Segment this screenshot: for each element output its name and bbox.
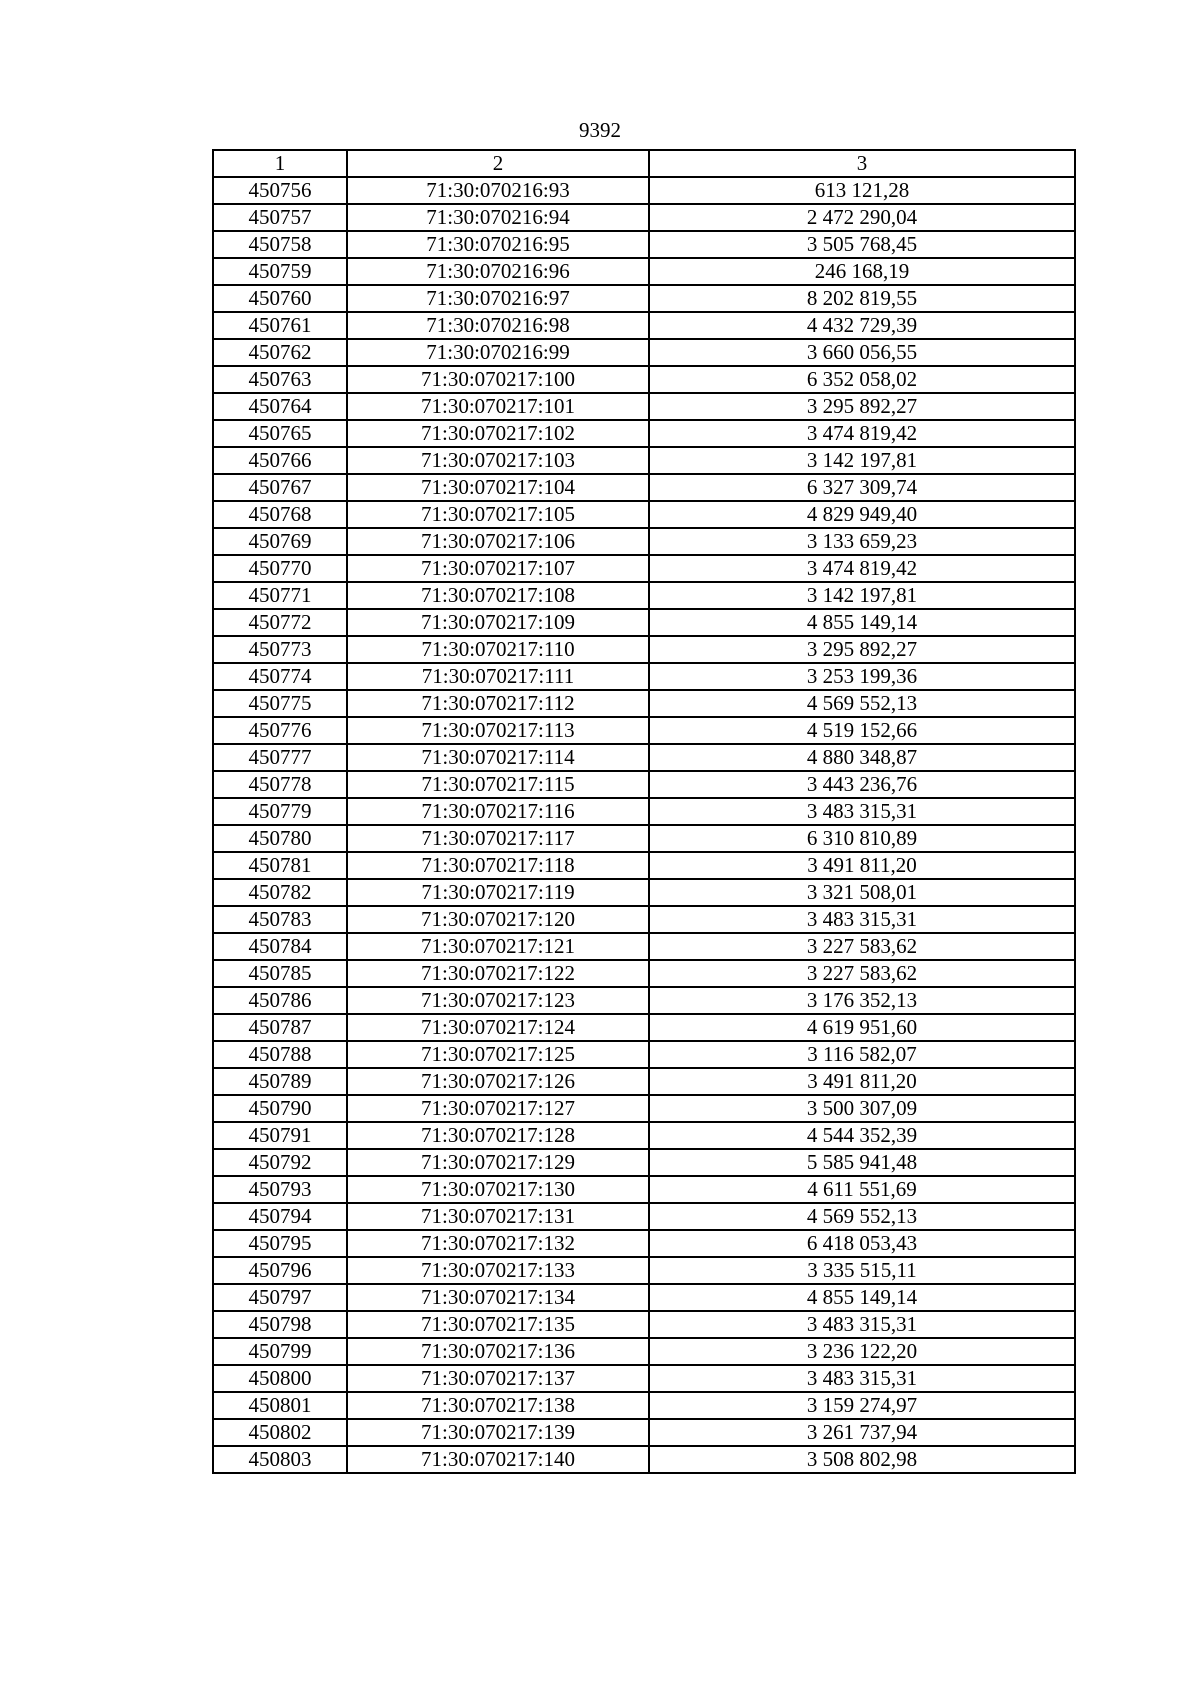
cadastral-number-cell: 71:30:070216:96	[347, 258, 649, 285]
value-cell: 3 295 892,27	[649, 636, 1075, 663]
cadastral-number-cell: 71:30:070217:135	[347, 1311, 649, 1338]
cadastral-number-cell: 71:30:070217:121	[347, 933, 649, 960]
value-cell: 4 544 352,39	[649, 1122, 1075, 1149]
value-cell: 4 855 149,14	[649, 1284, 1075, 1311]
data-table	[212, 149, 1076, 1474]
cadastral-number-cell: 71:30:070216:99	[347, 339, 649, 366]
cadastral-number-cell: 71:30:070216:95	[347, 231, 649, 258]
value-cell: 5 585 941,48	[649, 1149, 1075, 1176]
row-number-cell: 450785	[213, 960, 347, 987]
value-cell: 6 310 810,89	[649, 825, 1075, 852]
row-number-cell: 450773	[213, 636, 347, 663]
cadastral-number-cell: 71:30:070217:136	[347, 1338, 649, 1365]
cadastral-number-cell: 71:30:070217:107	[347, 555, 649, 582]
table-row	[213, 1041, 1075, 1068]
value-cell: 3 227 583,62	[649, 960, 1075, 987]
row-number-cell: 450778	[213, 771, 347, 798]
value-cell: 4 569 552,13	[649, 1203, 1075, 1230]
column-header-3: 3	[649, 150, 1075, 177]
table-row	[213, 1095, 1075, 1122]
table-row	[213, 609, 1075, 636]
cadastral-number-cell: 71:30:070217:101	[347, 393, 649, 420]
cadastral-number-cell: 71:30:070217:131	[347, 1203, 649, 1230]
value-cell: 4 880 348,87	[649, 744, 1075, 771]
table-row	[213, 690, 1075, 717]
cadastral-number-cell: 71:30:070217:133	[347, 1257, 649, 1284]
value-cell: 3 483 315,31	[649, 798, 1075, 825]
row-number-cell: 450789	[213, 1068, 347, 1095]
value-cell: 3 261 737,94	[649, 1419, 1075, 1446]
table-row	[213, 177, 1075, 204]
cadastral-number-cell: 71:30:070217:120	[347, 906, 649, 933]
row-number-cell: 450797	[213, 1284, 347, 1311]
table-body	[213, 177, 1075, 1473]
row-number-cell: 450792	[213, 1149, 347, 1176]
table-row	[213, 1068, 1075, 1095]
cadastral-number-cell: 71:30:070216:93	[347, 177, 649, 204]
value-cell: 8 202 819,55	[649, 285, 1075, 312]
value-cell: 4 619 951,60	[649, 1014, 1075, 1041]
cadastral-number-cell: 71:30:070217:140	[347, 1446, 649, 1473]
row-number-cell: 450788	[213, 1041, 347, 1068]
value-cell: 246 168,19	[649, 258, 1075, 285]
row-number-cell: 450761	[213, 312, 347, 339]
table-row	[213, 1203, 1075, 1230]
row-number-cell: 450756	[213, 177, 347, 204]
cadastral-number-cell: 71:30:070217:117	[347, 825, 649, 852]
table-row	[213, 879, 1075, 906]
row-number-cell: 450758	[213, 231, 347, 258]
table-row	[213, 771, 1075, 798]
table-row	[213, 393, 1075, 420]
row-number-cell: 450763	[213, 366, 347, 393]
value-cell: 4 519 152,66	[649, 717, 1075, 744]
column-header-1: 1	[213, 150, 347, 177]
table-row	[213, 366, 1075, 393]
cadastral-number-cell: 71:30:070216:94	[347, 204, 649, 231]
row-number-cell: 450798	[213, 1311, 347, 1338]
cadastral-number-cell: 71:30:070217:130	[347, 1176, 649, 1203]
row-number-cell: 450767	[213, 474, 347, 501]
value-cell: 3 227 583,62	[649, 933, 1075, 960]
cadastral-number-cell: 71:30:070217:134	[347, 1284, 649, 1311]
cadastral-number-cell: 71:30:070217:118	[347, 852, 649, 879]
value-cell: 4 569 552,13	[649, 690, 1075, 717]
row-number-cell: 450759	[213, 258, 347, 285]
value-cell: 3 474 819,42	[649, 555, 1075, 582]
value-cell: 3 443 236,76	[649, 771, 1075, 798]
row-number-cell: 450768	[213, 501, 347, 528]
row-number-cell: 450786	[213, 987, 347, 1014]
value-cell: 4 432 729,39	[649, 312, 1075, 339]
table-row	[213, 339, 1075, 366]
table-row	[213, 1311, 1075, 1338]
value-cell: 3 483 315,31	[649, 1311, 1075, 1338]
value-cell: 3 483 315,31	[649, 906, 1075, 933]
value-cell: 3 236 122,20	[649, 1338, 1075, 1365]
table-row	[213, 933, 1075, 960]
page-number: 9392	[579, 118, 621, 142]
table-row	[213, 420, 1075, 447]
cadastral-number-cell: 71:30:070216:97	[347, 285, 649, 312]
table-row	[213, 1149, 1075, 1176]
row-number-cell: 450795	[213, 1230, 347, 1257]
cadastral-number-cell: 71:30:070217:109	[347, 609, 649, 636]
value-cell: 3 474 819,42	[649, 420, 1075, 447]
value-cell: 3 253 199,36	[649, 663, 1075, 690]
table-row	[213, 1230, 1075, 1257]
row-number-cell: 450796	[213, 1257, 347, 1284]
cadastral-number-cell: 71:30:070217:105	[347, 501, 649, 528]
cadastral-number-cell: 71:30:070217:116	[347, 798, 649, 825]
cadastral-number-cell: 71:30:070217:102	[347, 420, 649, 447]
value-cell: 3 505 768,45	[649, 231, 1075, 258]
value-cell: 6 352 058,02	[649, 366, 1075, 393]
value-cell: 3 176 352,13	[649, 987, 1075, 1014]
table-row	[213, 555, 1075, 582]
value-cell: 3 142 197,81	[649, 582, 1075, 609]
table-row	[213, 1338, 1075, 1365]
cadastral-number-cell: 71:30:070217:139	[347, 1419, 649, 1446]
row-number-cell: 450774	[213, 663, 347, 690]
cadastral-number-cell: 71:30:070216:98	[347, 312, 649, 339]
table-row	[213, 717, 1075, 744]
row-number-cell: 450760	[213, 285, 347, 312]
row-number-cell: 450764	[213, 393, 347, 420]
row-number-cell: 450794	[213, 1203, 347, 1230]
value-cell: 3 508 802,98	[649, 1446, 1075, 1473]
table-row	[213, 1392, 1075, 1419]
value-cell: 3 133 659,23	[649, 528, 1075, 555]
table-header-row	[213, 150, 1075, 177]
value-cell: 4 611 551,69	[649, 1176, 1075, 1203]
table-row	[213, 474, 1075, 501]
cadastral-number-cell: 71:30:070217:138	[347, 1392, 649, 1419]
row-number-cell: 450784	[213, 933, 347, 960]
value-cell: 3 660 056,55	[649, 339, 1075, 366]
row-number-cell: 450783	[213, 906, 347, 933]
row-number-cell: 450802	[213, 1419, 347, 1446]
cadastral-number-cell: 71:30:070217:123	[347, 987, 649, 1014]
table-row	[213, 1284, 1075, 1311]
value-cell: 3 321 508,01	[649, 879, 1075, 906]
cadastral-number-cell: 71:30:070217:122	[347, 960, 649, 987]
value-cell: 3 500 307,09	[649, 1095, 1075, 1122]
value-cell: 2 472 290,04	[649, 204, 1075, 231]
row-number-cell: 450776	[213, 717, 347, 744]
value-cell: 3 491 811,20	[649, 852, 1075, 879]
value-cell: 3 295 892,27	[649, 393, 1075, 420]
value-cell: 3 142 197,81	[649, 447, 1075, 474]
row-number-cell: 450777	[213, 744, 347, 771]
cadastral-number-cell: 71:30:070217:103	[347, 447, 649, 474]
value-cell: 6 327 309,74	[649, 474, 1075, 501]
cadastral-number-cell: 71:30:070217:126	[347, 1068, 649, 1095]
row-number-cell: 450781	[213, 852, 347, 879]
row-number-cell: 450803	[213, 1446, 347, 1473]
table-row	[213, 501, 1075, 528]
cadastral-number-cell: 71:30:070217:115	[347, 771, 649, 798]
table-row	[213, 852, 1075, 879]
row-number-cell: 450800	[213, 1365, 347, 1392]
row-number-cell: 450757	[213, 204, 347, 231]
table-row	[213, 636, 1075, 663]
row-number-cell: 450762	[213, 339, 347, 366]
row-number-cell: 450779	[213, 798, 347, 825]
cadastral-number-cell: 71:30:070217:108	[347, 582, 649, 609]
column-header-2: 2	[347, 150, 649, 177]
table-row	[213, 285, 1075, 312]
cadastral-number-cell: 71:30:070217:124	[347, 1014, 649, 1041]
value-cell: 6 418 053,43	[649, 1230, 1075, 1257]
table-row	[213, 1446, 1075, 1473]
cadastral-number-cell: 71:30:070217:132	[347, 1230, 649, 1257]
row-number-cell: 450790	[213, 1095, 347, 1122]
table-row	[213, 1176, 1075, 1203]
row-number-cell: 450770	[213, 555, 347, 582]
row-number-cell: 450775	[213, 690, 347, 717]
value-cell: 4 855 149,14	[649, 609, 1075, 636]
cadastral-number-cell: 71:30:070217:125	[347, 1041, 649, 1068]
table-row	[213, 825, 1075, 852]
row-number-cell: 450791	[213, 1122, 347, 1149]
cadastral-number-cell: 71:30:070217:104	[347, 474, 649, 501]
cadastral-number-cell: 71:30:070217:114	[347, 744, 649, 771]
cadastral-number-cell: 71:30:070217:112	[347, 690, 649, 717]
value-cell: 3 491 811,20	[649, 1068, 1075, 1095]
cadastral-number-cell: 71:30:070217:110	[347, 636, 649, 663]
row-number-cell: 450799	[213, 1338, 347, 1365]
value-cell: 3 335 515,11	[649, 1257, 1075, 1284]
table-row	[213, 798, 1075, 825]
table-row	[213, 258, 1075, 285]
cadastral-number-cell: 71:30:070217:127	[347, 1095, 649, 1122]
row-number-cell: 450766	[213, 447, 347, 474]
table-row	[213, 1419, 1075, 1446]
value-cell: 3 159 274,97	[649, 1392, 1075, 1419]
value-cell: 4 829 949,40	[649, 501, 1075, 528]
table-row	[213, 1122, 1075, 1149]
cadastral-number-cell: 71:30:070217:137	[347, 1365, 649, 1392]
cadastral-number-cell: 71:30:070217:113	[347, 717, 649, 744]
table-row	[213, 312, 1075, 339]
table-row	[213, 447, 1075, 474]
row-number-cell: 450782	[213, 879, 347, 906]
table-row	[213, 1014, 1075, 1041]
table-row	[213, 960, 1075, 987]
table-row	[213, 582, 1075, 609]
cadastral-number-cell: 71:30:070217:106	[347, 528, 649, 555]
table-row	[213, 204, 1075, 231]
cadastral-number-cell: 71:30:070217:129	[347, 1149, 649, 1176]
row-number-cell: 450769	[213, 528, 347, 555]
row-number-cell: 450765	[213, 420, 347, 447]
table-row	[213, 528, 1075, 555]
cadastral-number-cell: 71:30:070217:119	[347, 879, 649, 906]
value-cell: 613 121,28	[649, 177, 1075, 204]
table-row	[213, 906, 1075, 933]
table-row	[213, 231, 1075, 258]
cadastral-number-cell: 71:30:070217:100	[347, 366, 649, 393]
row-number-cell: 450780	[213, 825, 347, 852]
value-cell: 3 483 315,31	[649, 1365, 1075, 1392]
row-number-cell: 450771	[213, 582, 347, 609]
table-row	[213, 744, 1075, 771]
row-number-cell: 450787	[213, 1014, 347, 1041]
row-number-cell: 450772	[213, 609, 347, 636]
table-row	[213, 663, 1075, 690]
table-row	[213, 987, 1075, 1014]
cadastral-number-cell: 71:30:070217:111	[347, 663, 649, 690]
row-number-cell: 450793	[213, 1176, 347, 1203]
table-row	[213, 1257, 1075, 1284]
row-number-cell: 450801	[213, 1392, 347, 1419]
table-row	[213, 1365, 1075, 1392]
value-cell: 3 116 582,07	[649, 1041, 1075, 1068]
cadastral-number-cell: 71:30:070217:128	[347, 1122, 649, 1149]
